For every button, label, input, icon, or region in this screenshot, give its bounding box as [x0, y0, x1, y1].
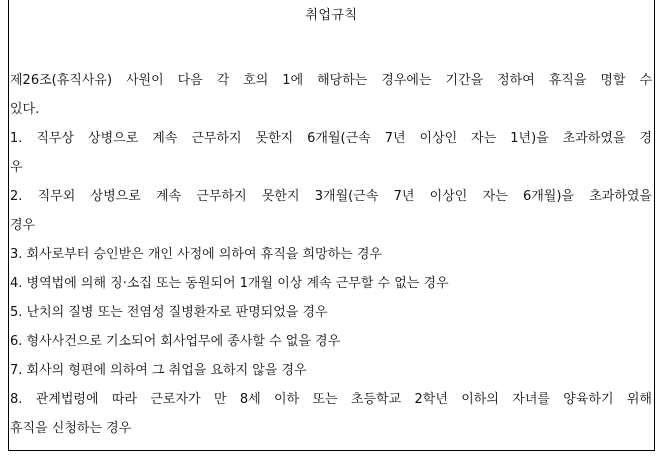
- document-title: 취업규칙: [305, 8, 358, 23]
- clause-8-line: 8. 관계법령에 따라 근로자가 만 8세 이하 또는 초등학교 2학년 이하의 자녀를 양육하기 위해: [10, 392, 652, 407]
- clause-3-line: 3. 회사로부터 승인받은 개인 사정에 의하여 휴직을 희망하는 경우: [10, 247, 382, 262]
- clause-2-line: 2. 직무외 상병으로 계속 근무하지 못한지 3개월(근속 7년 이상인 자는 6개월)을 초과하였을: [10, 189, 652, 204]
- clause-7-line: 7. 회사의 형편에 의하여 그 취업을 요하지 않을 경우: [10, 363, 307, 378]
- clause-1-continuation: 우: [10, 160, 23, 175]
- clause-8-continuation: 휴직을 신청하는 경우: [10, 421, 132, 436]
- clause-5-line: 5. 난치의 질병 또는 전염성 질병환자로 판명되었을 경우: [10, 305, 328, 320]
- article-heading-continuation: 있다.: [10, 102, 40, 117]
- clause-6-line: 6. 형사사건으로 기소되어 회사업무에 종사할 수 없을 경우: [10, 334, 341, 349]
- article-heading-line: 제26조(휴직사유) 사원이 다음 각 호의 1에 해당하는 경우에는 기간을 정하여 휴직을 명할 수: [10, 73, 652, 88]
- document-body: [10, 66, 652, 443]
- document-frame: [8, 0, 655, 451]
- clause-1-line: 1. 직무상 상병으로 계속 근무하지 못한지 6개월(근속 7년 이상인 자는 1년)을 초과하였을 경: [10, 131, 652, 146]
- clause-4-line: 4. 병역법에 의해 징·소집 또는 동원되어 1개월 이상 계속 근무할 수 없는 경우: [10, 276, 449, 291]
- clause-2-continuation: 경우: [10, 218, 36, 233]
